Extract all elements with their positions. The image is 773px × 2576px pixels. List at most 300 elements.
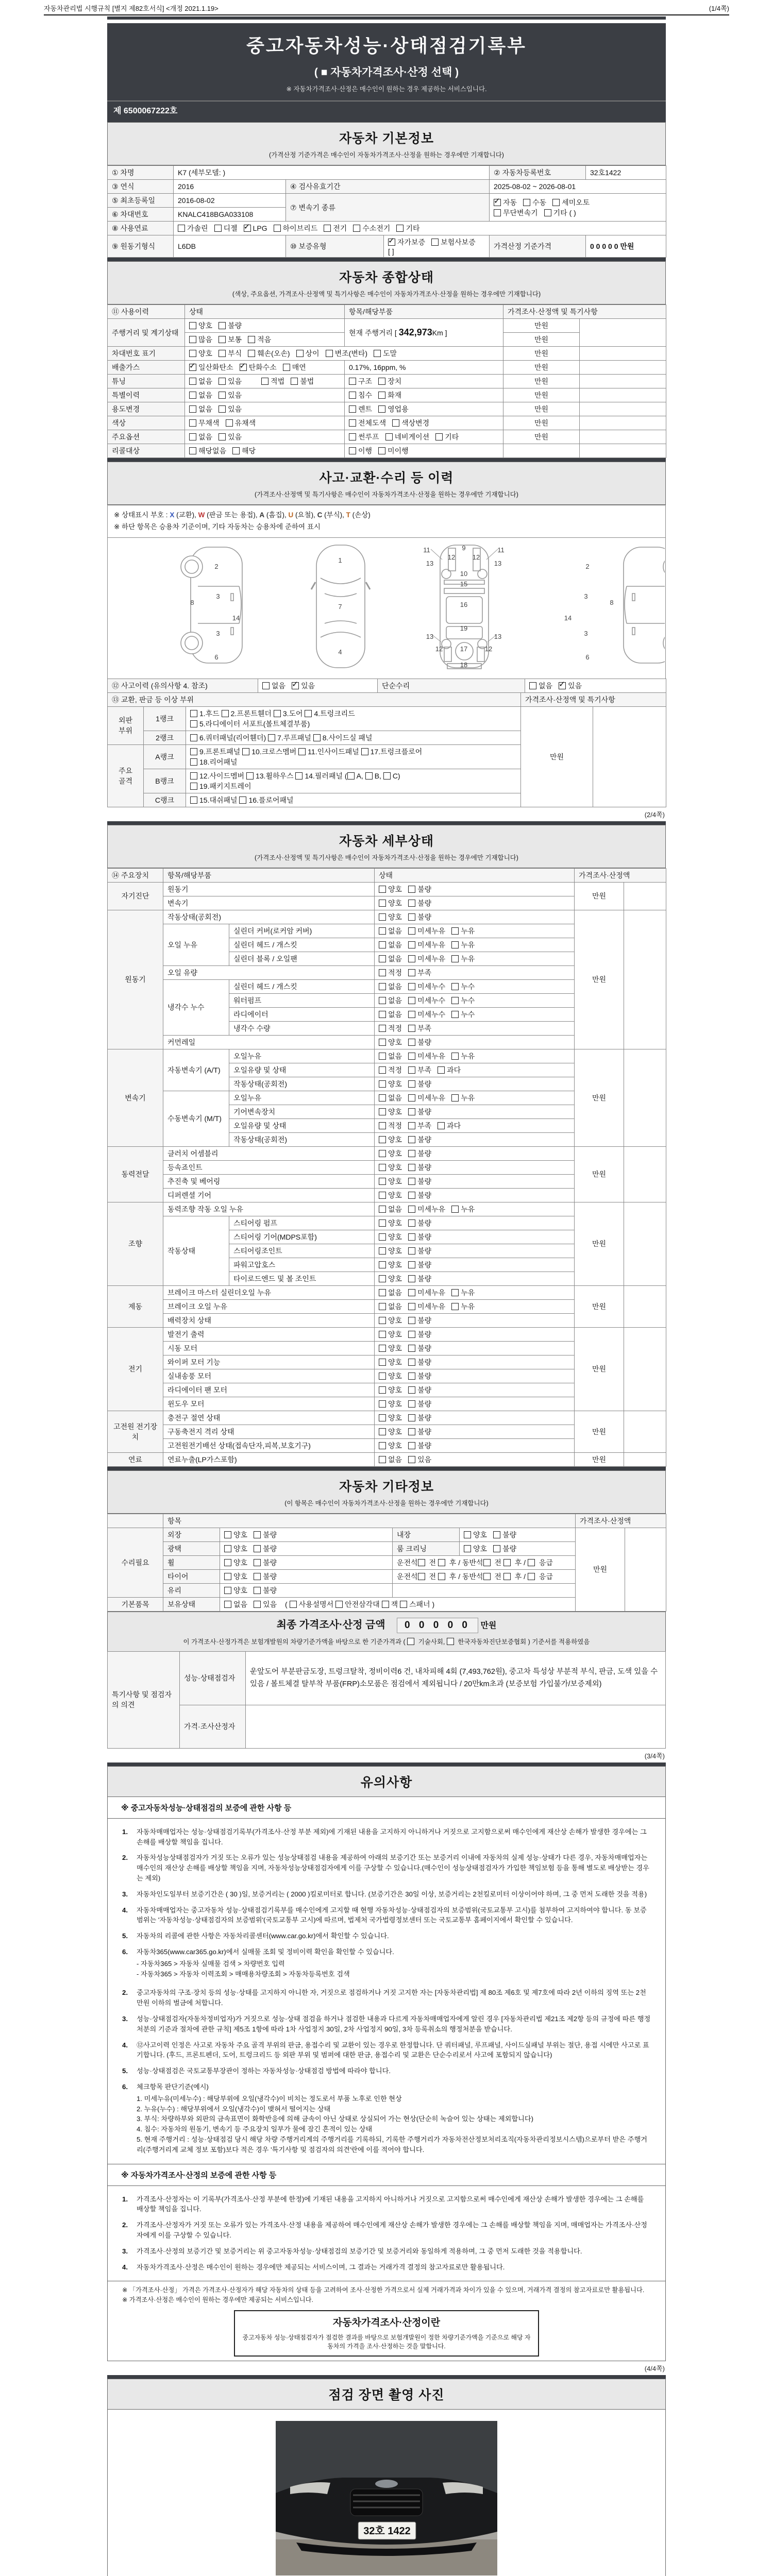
checkbox[interactable] — [379, 955, 386, 962]
checkbox[interactable] — [418, 1559, 425, 1566]
checkbox[interactable] — [349, 378, 356, 385]
checkbox[interactable] — [189, 405, 196, 413]
checkbox[interactable] — [379, 1136, 386, 1143]
checkbox[interactable] — [379, 1219, 386, 1227]
checkbox[interactable] — [189, 433, 196, 440]
option-label: 상이 — [305, 349, 320, 358]
checkbox[interactable] — [408, 1428, 415, 1435]
checkbox[interactable] — [379, 1428, 386, 1435]
price-cell — [503, 444, 580, 458]
checkbox[interactable] — [361, 748, 368, 755]
option — [408, 1218, 431, 1228]
option — [408, 912, 431, 922]
checkbox[interactable] — [190, 796, 197, 804]
checkbox[interactable] — [379, 1233, 386, 1241]
checkbox[interactable] — [408, 1372, 415, 1380]
checkbox[interactable] — [408, 1386, 415, 1394]
option — [451, 981, 475, 992]
checkbox[interactable] — [379, 1386, 386, 1394]
note-cell — [580, 319, 666, 347]
checkbox[interactable] — [385, 433, 393, 440]
checkbox[interactable] — [378, 405, 385, 413]
checkbox[interactable] — [408, 1094, 415, 1101]
checkbox[interactable] — [523, 199, 530, 206]
checkbox[interactable] — [189, 350, 196, 357]
option — [214, 223, 238, 233]
checkbox[interactable] — [254, 1601, 261, 1608]
checkbox[interactable] — [190, 710, 197, 717]
checkbox[interactable] — [189, 378, 196, 385]
item-label: 광택 — [163, 1541, 220, 1555]
option — [408, 968, 431, 978]
checkbox[interactable] — [296, 350, 304, 357]
checkbox[interactable] — [189, 447, 196, 454]
option-label: 부족 — [417, 1121, 432, 1130]
checkbox[interactable] — [408, 1192, 415, 1199]
checkbox[interactable] — [408, 900, 415, 907]
checkbox[interactable] — [219, 336, 226, 343]
checkbox[interactable] — [224, 1573, 231, 1580]
checkbox[interactable] — [407, 1638, 414, 1645]
checkbox[interactable] — [379, 1122, 386, 1129]
state-options — [185, 375, 345, 388]
checkbox[interactable] — [408, 1164, 415, 1171]
checkbox[interactable] — [408, 913, 415, 921]
item-label: 타이로드엔드 및 볼 조인트 — [229, 1272, 375, 1285]
section-etc-info — [107, 1467, 666, 1612]
checkbox[interactable] — [190, 720, 197, 727]
checkbox[interactable] — [431, 239, 439, 246]
checkbox[interactable] — [324, 225, 331, 232]
checkbox[interactable] — [451, 1094, 459, 1101]
checkbox[interactable] — [254, 1559, 261, 1566]
checkbox[interactable] — [408, 1442, 415, 1449]
checkbox[interactable] — [349, 447, 356, 454]
option — [379, 1148, 402, 1159]
state-options — [375, 1438, 575, 1452]
notice-sub-item: 1. 미세누유(미세누수) : 해당부위에 오일(냉각수)이 비치는 정도로서 부품 노후로 인한 현상 — [137, 2094, 402, 2103]
checkbox[interactable] — [274, 710, 281, 717]
option-label: 없음 — [198, 377, 213, 385]
state-options — [375, 952, 575, 965]
checkbox[interactable] — [382, 1601, 389, 1608]
checkbox[interactable] — [559, 682, 566, 689]
option-label: 양호 — [388, 1149, 402, 1158]
checkbox[interactable] — [383, 772, 391, 779]
checkbox[interactable] — [379, 1192, 386, 1199]
checkbox[interactable] — [379, 1247, 386, 1255]
checkbox[interactable] — [379, 1303, 386, 1310]
option-label: 불량 — [417, 1330, 432, 1338]
checkbox[interactable] — [435, 433, 443, 440]
checkbox[interactable] — [349, 419, 356, 427]
checkbox[interactable] — [464, 1531, 471, 1538]
option-label: 양호 — [388, 1260, 402, 1269]
checkbox[interactable] — [219, 405, 226, 413]
checkbox[interactable] — [408, 1122, 415, 1129]
checkbox[interactable] — [379, 997, 386, 1004]
diagram-part-number: 12 — [447, 553, 456, 561]
checkbox[interactable] — [379, 969, 386, 976]
notice-sub-item: 3. 부식: 차량하부와 외판의 금속표면이 화학반응에 의해 금속이 아닌 상태로 상실되어 가는 현상(단순히 녹슬어 있는 상태는 제외합니다) — [137, 2115, 533, 2123]
state-options — [375, 1049, 575, 1063]
mileage-level-options — [185, 333, 345, 347]
checkbox[interactable] — [503, 1559, 511, 1566]
checkbox[interactable] — [451, 955, 459, 962]
checkbox[interactable] — [365, 772, 373, 779]
checkbox[interactable] — [379, 1206, 386, 1213]
checkbox[interactable] — [189, 322, 196, 329]
checkbox[interactable] — [305, 710, 312, 717]
checkbox[interactable] — [298, 748, 306, 755]
checkbox[interactable] — [379, 1025, 386, 1032]
option — [529, 681, 552, 691]
checkbox[interactable] — [379, 1080, 386, 1088]
damage-legend: ※ 상태표시 부호 : X (교환), W (판금 또는 용접), A (흠집), U (요철), C (부식), T (손상) ※ 하단 항목은 승용차 기준이며, 기타 자동차는 승용차에 준하여 표시 — [107, 505, 666, 537]
item-options — [345, 388, 503, 402]
checkbox[interactable] — [408, 927, 415, 935]
checkbox[interactable] — [190, 758, 197, 766]
checkbox[interactable] — [379, 1164, 386, 1171]
checkbox[interactable] — [239, 796, 246, 804]
checkbox[interactable] — [283, 364, 290, 371]
item-label: 오일누유 — [229, 1049, 375, 1063]
checkbox[interactable] — [274, 225, 281, 232]
checkbox[interactable] — [379, 1289, 386, 1296]
checkbox[interactable] — [408, 1275, 415, 1282]
checkbox[interactable] — [189, 419, 196, 427]
state-options — [185, 388, 345, 402]
checkbox[interactable] — [483, 1559, 491, 1566]
checkbox[interactable] — [494, 199, 501, 206]
checkbox[interactable] — [214, 225, 222, 232]
checkbox[interactable] — [190, 748, 197, 755]
field-label: ③ 연식 — [108, 180, 174, 194]
checkbox[interactable] — [408, 1011, 415, 1018]
checkbox[interactable] — [379, 1011, 386, 1018]
checkbox[interactable] — [438, 1559, 445, 1566]
checkbox[interactable] — [335, 1601, 343, 1608]
note-cell — [624, 1327, 666, 1411]
checkbox[interactable] — [219, 433, 226, 440]
checkbox[interactable] — [219, 350, 226, 357]
option-label: 매연 — [292, 363, 306, 371]
checkbox[interactable] — [379, 1442, 386, 1449]
option-label: 불량 — [417, 1232, 432, 1241]
checkbox[interactable] — [379, 1150, 386, 1157]
option-label: 해당없음 — [198, 447, 227, 455]
checkbox[interactable] — [349, 405, 356, 413]
checkbox[interactable] — [451, 1206, 459, 1213]
checkbox[interactable] — [529, 682, 536, 689]
column-header: 항목 — [163, 1514, 576, 1528]
checkbox[interactable] — [408, 1247, 415, 1255]
row-label: 특별이력 — [108, 388, 185, 402]
checkbox[interactable] — [408, 1066, 415, 1074]
checkbox[interactable] — [226, 419, 233, 427]
checkbox[interactable] — [408, 1289, 415, 1296]
option-label: 누유 — [461, 1052, 475, 1060]
state-options — [375, 1035, 575, 1049]
checkbox[interactable] — [219, 322, 226, 329]
checkbox[interactable] — [349, 392, 356, 399]
checkbox[interactable] — [451, 1303, 459, 1310]
checkbox[interactable] — [408, 1206, 415, 1213]
notice-item-number: 2. — [122, 1989, 128, 1997]
checkbox[interactable] — [379, 1066, 386, 1074]
checkbox[interactable] — [349, 433, 356, 440]
checkbox[interactable] — [379, 1261, 386, 1268]
checkbox[interactable] — [291, 378, 298, 385]
state-options — [375, 1327, 575, 1341]
price-cell: 만원 — [575, 882, 624, 910]
checkbox[interactable] — [451, 1053, 459, 1060]
checkbox[interactable] — [408, 955, 415, 962]
checkbox[interactable] — [408, 969, 415, 976]
checkbox[interactable] — [190, 783, 197, 790]
option — [408, 1148, 431, 1159]
checkbox[interactable] — [379, 886, 386, 893]
checkbox[interactable] — [224, 1545, 231, 1552]
option-label: 양호 — [388, 1079, 402, 1088]
checkbox[interactable] — [261, 378, 268, 385]
checkbox[interactable] — [408, 1414, 415, 1421]
checkbox[interactable] — [190, 734, 197, 741]
option-label: 없음 — [388, 1052, 402, 1060]
inspector-remarks: 운앞도어 부분판금도장, 트렁크탈착, 정비이력6 건, 내차피해 4회 (7,493,762원), 중고차 특성상 부분적 부식, 판금, 도색 있을 수 있음 / 볼트체결 탈부착 부품(FRP)소모품은 점검에서 제외됩니다 / 20만km초과 (보증보험 가입불가/보증제외) — [246, 1651, 666, 1705]
checkbox[interactable] — [224, 1587, 231, 1594]
checkbox[interactable] — [464, 1545, 471, 1552]
checkbox[interactable] — [408, 1303, 415, 1310]
checkbox[interactable] — [408, 1136, 415, 1143]
checkbox[interactable] — [379, 1317, 386, 1324]
checkbox[interactable] — [244, 225, 251, 232]
checkbox[interactable] — [379, 1400, 386, 1408]
checkbox[interactable] — [379, 1178, 386, 1185]
checkbox[interactable] — [408, 1400, 415, 1408]
option-label: 불량 — [417, 1177, 432, 1185]
option — [274, 223, 318, 233]
checkbox[interactable] — [494, 209, 501, 216]
price-cell: 만원 — [575, 1411, 624, 1452]
checkbox[interactable] — [493, 1531, 500, 1538]
checkbox[interactable] — [438, 1066, 445, 1074]
checkbox[interactable] — [451, 1289, 459, 1296]
checkbox[interactable] — [408, 1345, 415, 1352]
checkbox[interactable] — [353, 225, 360, 232]
checkbox[interactable] — [224, 1531, 231, 1538]
checkbox[interactable] — [528, 1559, 535, 1566]
checkbox[interactable] — [254, 1545, 261, 1552]
checkbox[interactable] — [347, 772, 355, 779]
option-label: 양호 — [388, 1316, 402, 1325]
option-label: 미세누유 — [417, 1288, 446, 1297]
checkbox[interactable] — [379, 1094, 386, 1101]
checkbox[interactable] — [378, 447, 385, 454]
checkbox[interactable] — [379, 927, 386, 935]
option — [224, 1585, 247, 1596]
option — [408, 898, 431, 908]
checkbox[interactable] — [262, 682, 270, 689]
checkbox[interactable] — [178, 225, 185, 232]
option-label: 자동 — [503, 198, 517, 207]
checkbox[interactable] — [379, 1108, 386, 1115]
checkbox[interactable] — [248, 350, 255, 357]
item-label: 라디에이터 팬 모터 — [163, 1383, 375, 1397]
checkbox[interactable] — [379, 1359, 386, 1366]
option-label: 없음 — [388, 1455, 402, 1464]
checkbox[interactable] — [408, 1261, 415, 1268]
vin-value: KNALC418BGA033108 — [174, 208, 286, 222]
checkbox[interactable] — [379, 1414, 386, 1421]
page-marker-4: (4/4쪽) — [644, 2364, 665, 2372]
checkbox[interactable] — [451, 1011, 459, 1018]
option-label: 영업용 — [388, 405, 409, 413]
checkbox[interactable] — [379, 1039, 386, 1046]
checkbox[interactable] — [408, 1219, 415, 1227]
diagram-part-number: 16 — [460, 600, 468, 608]
detail-row — [108, 1146, 666, 1160]
checkbox[interactable] — [379, 1456, 386, 1463]
checkbox[interactable] — [408, 1025, 415, 1032]
checkbox[interactable] — [189, 364, 196, 371]
option — [379, 884, 402, 894]
option — [379, 1051, 402, 1061]
checkbox[interactable] — [219, 392, 226, 399]
section-subtitle: (색상, 주요옵션, 가격조사·산정액 및 특기사항은 매수인이 자동차가격조사·산정을 원하는 경우에만 기재합니다) — [232, 291, 541, 298]
checkbox[interactable] — [379, 1372, 386, 1380]
price-cell: 만원 — [575, 910, 624, 1049]
checkbox[interactable] — [378, 378, 385, 385]
checkbox[interactable] — [222, 710, 229, 717]
option — [219, 334, 242, 345]
checkbox[interactable] — [246, 772, 254, 779]
checkbox[interactable] — [408, 983, 415, 990]
option — [379, 1315, 402, 1326]
final-price-note: 이 가격조사·산정가격은 보험개발원의 차량기준가액을 바탕으로 한 기준가격과 ( 기술사회, 한국자동차진단보증협회 ) 기준서를 적용하였음 — [183, 1638, 590, 1646]
checkbox[interactable] — [408, 997, 415, 1004]
panel-header: ⑬ 교환, 판금 등 이상 부위 — [108, 692, 521, 706]
checkbox[interactable] — [400, 1601, 407, 1608]
checkbox[interactable] — [408, 1080, 415, 1088]
checkbox[interactable] — [528, 1573, 535, 1580]
checkbox[interactable] — [408, 886, 415, 893]
notice-item-number: 5. — [122, 1932, 128, 1940]
checkbox[interactable] — [254, 1573, 261, 1580]
checkbox[interactable] — [438, 1122, 445, 1129]
note-cell — [580, 361, 666, 375]
checkbox[interactable] — [418, 1573, 425, 1580]
checkbox[interactable] — [451, 983, 459, 990]
checkbox[interactable] — [295, 772, 303, 779]
checkbox[interactable] — [493, 1545, 500, 1552]
checkbox[interactable] — [240, 364, 247, 371]
checkbox[interactable] — [408, 1150, 415, 1157]
checkbox[interactable] — [451, 941, 459, 948]
price-cell: 만원 — [503, 430, 580, 444]
checkbox[interactable] — [326, 350, 333, 357]
checkbox[interactable] — [396, 225, 404, 232]
checkbox[interactable] — [378, 392, 385, 399]
item-options — [345, 444, 503, 458]
checkbox[interactable] — [313, 734, 321, 741]
option-label: 없음 — [388, 954, 402, 963]
checkbox[interactable] — [408, 1178, 415, 1185]
checkbox[interactable] — [248, 336, 255, 343]
checkbox[interactable] — [552, 199, 560, 206]
checkbox[interactable] — [379, 983, 386, 990]
option-label: 미세누유 — [417, 1302, 446, 1311]
checkbox[interactable] — [408, 1456, 415, 1463]
checkbox[interactable] — [408, 1317, 415, 1324]
checkbox[interactable] — [379, 1053, 386, 1060]
checkbox[interactable] — [438, 1573, 445, 1580]
row-label: 배출가스 — [108, 361, 185, 375]
checkbox[interactable] — [379, 900, 386, 907]
checkbox[interactable] — [379, 1275, 386, 1282]
notice-item — [122, 2194, 651, 2215]
checkbox[interactable] — [189, 336, 196, 343]
option-label: 있음 — [568, 681, 582, 690]
option-label: 적정 — [388, 1024, 402, 1032]
transmission-options — [490, 194, 666, 222]
option-label: 불량 — [417, 1371, 432, 1380]
checkbox[interactable] — [451, 927, 459, 935]
section-overall-state — [107, 258, 666, 458]
checkbox[interactable] — [408, 1039, 415, 1046]
checkbox[interactable] — [451, 997, 459, 1004]
checkbox[interactable] — [374, 350, 381, 357]
option — [379, 1260, 402, 1270]
checkbox[interactable] — [290, 1601, 297, 1608]
checkbox[interactable] — [408, 1331, 415, 1338]
checkbox[interactable] — [292, 682, 299, 689]
checkbox[interactable] — [232, 447, 240, 454]
checkbox[interactable] — [379, 1331, 386, 1338]
checkbox[interactable] — [408, 1359, 415, 1366]
first-registration-value: 2016-08-02 — [174, 194, 286, 208]
note-cell — [624, 1049, 666, 1146]
checkbox[interactable] — [408, 941, 415, 948]
checkbox[interactable] — [242, 748, 249, 755]
checkbox[interactable] — [408, 1053, 415, 1060]
notice-item-text: 자동차매매업자는 중고자동차 성능·상태점검기록부를 매수인에게 고지할 때 현행 자동차성능·상태점검자의 보증범위(국토교통부 고시)를 첨부하여 고지하여야 합니다. 동 보증범위는 '자동차성능·상태점검자의 보증범위'(국토교통부 고시)에 따르며, 법제처 국가법령정보센터 또는 국토교통부 홈페이지에서 확인할 수 있습니다. — [137, 1906, 647, 1924]
checkbox[interactable] — [219, 378, 226, 385]
checkbox[interactable] — [379, 913, 386, 921]
checkbox[interactable] — [190, 772, 197, 779]
option — [326, 348, 367, 359]
checkbox[interactable] — [189, 392, 196, 399]
checkbox[interactable] — [379, 941, 386, 948]
checkbox[interactable] — [379, 1345, 386, 1352]
option-label: 없음 — [388, 926, 402, 935]
checkbox[interactable] — [254, 1587, 261, 1594]
checkbox[interactable] — [254, 1531, 261, 1538]
checkbox[interactable] — [408, 1108, 415, 1115]
checkbox[interactable] — [388, 239, 395, 246]
checkbox[interactable] — [224, 1601, 231, 1608]
checkbox[interactable] — [268, 734, 275, 741]
note-cell — [624, 1202, 666, 1285]
checkbox[interactable] — [224, 1559, 231, 1566]
checkbox[interactable] — [392, 419, 399, 427]
checkbox[interactable] — [447, 1638, 454, 1645]
checkbox[interactable] — [483, 1573, 491, 1580]
checkbox[interactable] — [503, 1573, 511, 1580]
checkbox[interactable] — [544, 209, 551, 216]
item-label: 클러치 어셈블리 — [163, 1146, 375, 1160]
checkbox[interactable] — [408, 1233, 415, 1241]
